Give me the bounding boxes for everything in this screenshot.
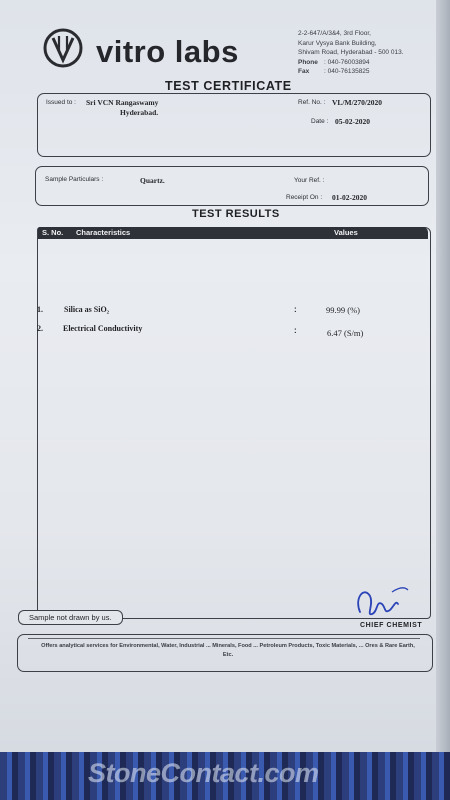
receipt-value: 01-02-2020 [332, 193, 367, 202]
watermark: StoneContact.com [88, 758, 319, 788]
fax-line [298, 67, 404, 77]
test-results-title: TEST RESULTS [192, 208, 280, 220]
row-1-number: 1. [37, 305, 43, 314]
issued-to-name: Sri VCN Rangaswamy [86, 98, 159, 107]
sample-particulars-label: Sample Particulars : [45, 176, 104, 183]
phone-line [298, 58, 404, 68]
fax-label: Fax [298, 68, 310, 75]
row-1-characteristic: Silica as SiO₂ [64, 305, 110, 314]
results-table-box [37, 227, 431, 619]
ref-no-label: Ref. No. : [298, 99, 326, 106]
phone-label: Phone [298, 58, 318, 66]
address-line: 2-2-647/A/3&4, 3rd Floor, [298, 30, 371, 37]
receipt-label: Receipt On : [286, 194, 323, 201]
row-2-value: 6.47 (S/m) [327, 328, 364, 338]
sample-particulars-value: Quartz. [140, 176, 165, 185]
footer-divider [28, 638, 420, 639]
address-line: Karur Vysya Bank Building, [298, 39, 377, 47]
signature-mark [352, 578, 412, 626]
row-2-colon: : [294, 326, 297, 335]
chief-chemist-label: CHIEF CHEMIST [360, 622, 423, 629]
results-header-bar [38, 227, 428, 239]
col-sno-header: S. No. [42, 228, 64, 237]
lab-address [298, 29, 404, 77]
phone-number: : 040-76003894 [324, 58, 370, 66]
row-1-value: 99.99 (%) [326, 305, 360, 315]
your-ref-label: Your Ref. : [294, 177, 325, 184]
services-footer-box [17, 634, 433, 672]
sample-particulars-box [35, 166, 429, 206]
address-line: Shivam Road, Hyderabad - 500 013. [298, 49, 404, 56]
issued-to-city: Hyderabad. [120, 108, 159, 117]
col-characteristics-header: Characteristics [76, 228, 131, 237]
row-1-colon: : [294, 305, 297, 314]
col-values-header: Values [334, 228, 358, 237]
paper-edge-shadow [436, 0, 450, 752]
row-2-characteristic: Electrical Conductivity [63, 324, 143, 333]
services-offered-text: Offers analytical services for Environmental, Water, Industrial ... Minerals, Food ... Petroleum Products, Toxic Materials, ... Ores & Rare Earth, Etc. [41, 643, 415, 658]
fax-number: : 040-76135825 [324, 68, 370, 75]
row-2-number: 2. [37, 324, 43, 333]
date-label: Date : [311, 118, 329, 125]
sample-not-drawn-note: Sample not drawn by us. [18, 610, 123, 625]
date-value: 05-02-2020 [335, 117, 370, 126]
certificate-title: TEST CERTIFICATE [165, 79, 292, 93]
vitro-labs-logo-icon [40, 28, 86, 68]
brand-name: vitro labs [96, 34, 239, 69]
issued-to-label: Issued to : [46, 99, 76, 106]
ref-no-value: VL/M/270/2020 [332, 98, 382, 107]
